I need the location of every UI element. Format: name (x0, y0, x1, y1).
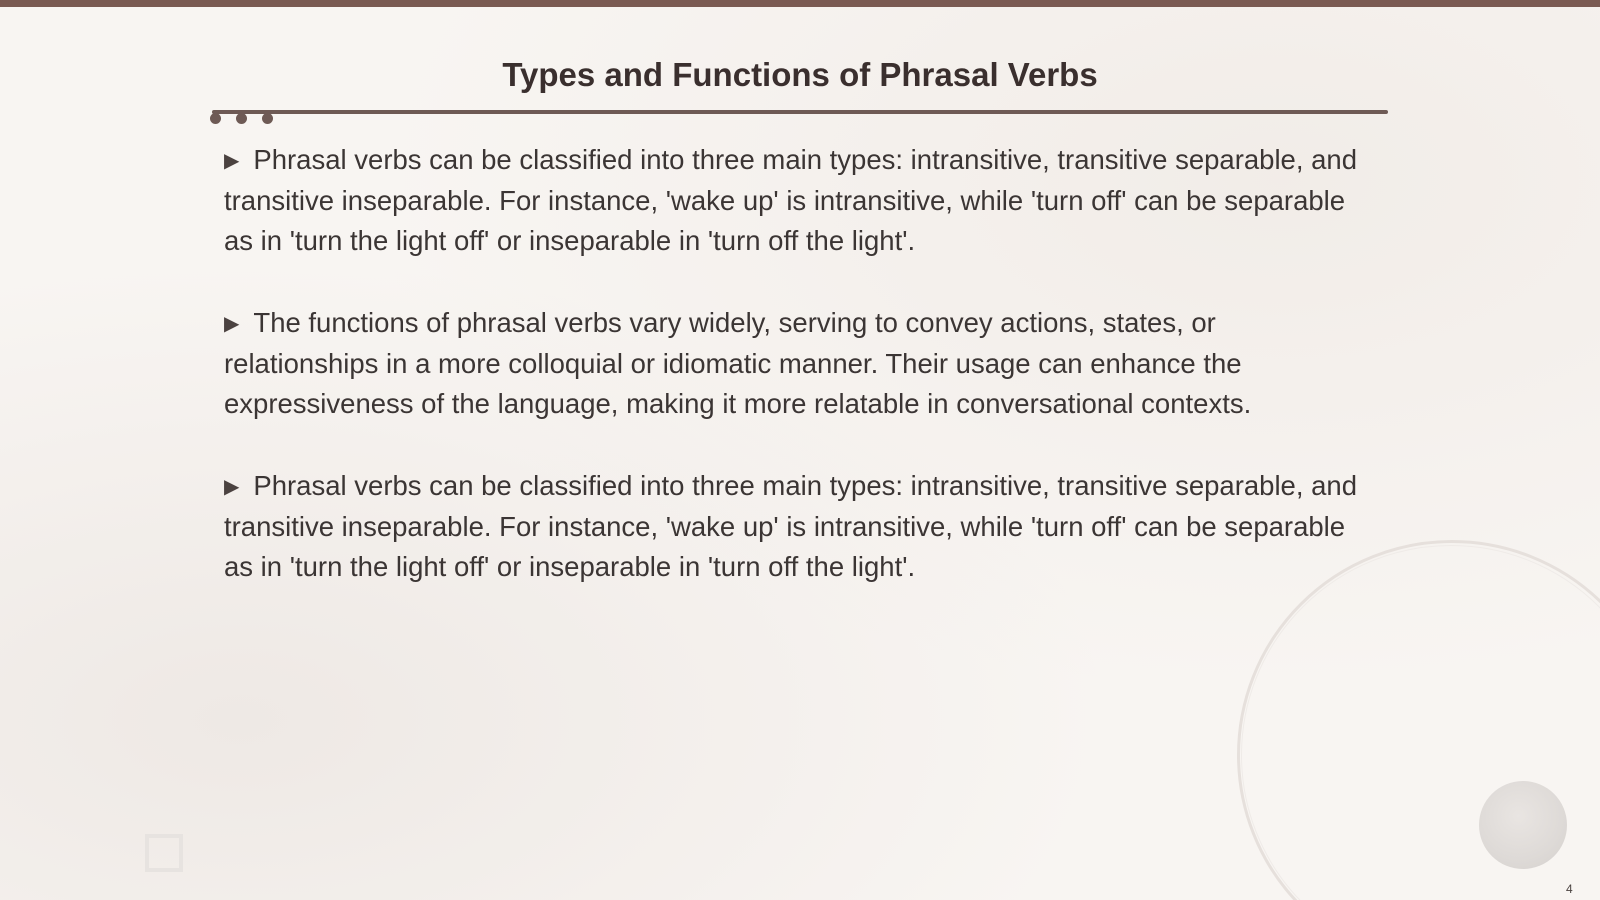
decorative-dot (262, 113, 273, 124)
bullet-list (224, 140, 1374, 629)
top-accent-band (0, 0, 1600, 7)
triangle-bullet-icon: ▶ (224, 313, 240, 335)
decorative-disc (1479, 781, 1567, 869)
decorative-square (145, 834, 183, 872)
decorative-dot (210, 113, 221, 124)
page-number: 4 (1566, 882, 1573, 896)
title-underline (212, 110, 1388, 114)
decorative-dot (236, 113, 247, 124)
slide-title: Types and Functions of Phrasal Verbs (502, 56, 1098, 93)
triangle-bullet-icon: ▶ (224, 150, 240, 172)
triangle-bullet-icon: ▶ (224, 476, 240, 498)
bullet-text: The functions of phrasal verbs vary widely, serving to convey actions, states, or relationships in a more colloquial or idiomatic manner. Their usage can enhance the expressiveness of the language, making it more relatable in conversational contexts. (224, 307, 1252, 419)
bullet-item (224, 303, 1374, 424)
bullet-text: Phrasal verbs can be classified into three main types: intransitive, transitive separable, and transitive inseparable. For instance, 'wake up' is intransitive, while 'turn off' can be separable as in 'turn the light off' or inseparable in 'turn off the light'. (224, 144, 1358, 256)
bullet-text: Phrasal verbs can be classified into three main types: intransitive, transitive separable, and transitive inseparable. For instance, 'wake up' is intransitive, while 'turn off' can be separable as in 'turn the light off' or inseparable in 'turn off the light'. (224, 470, 1358, 582)
bullet-item (224, 140, 1374, 261)
bullet-item (224, 466, 1374, 587)
